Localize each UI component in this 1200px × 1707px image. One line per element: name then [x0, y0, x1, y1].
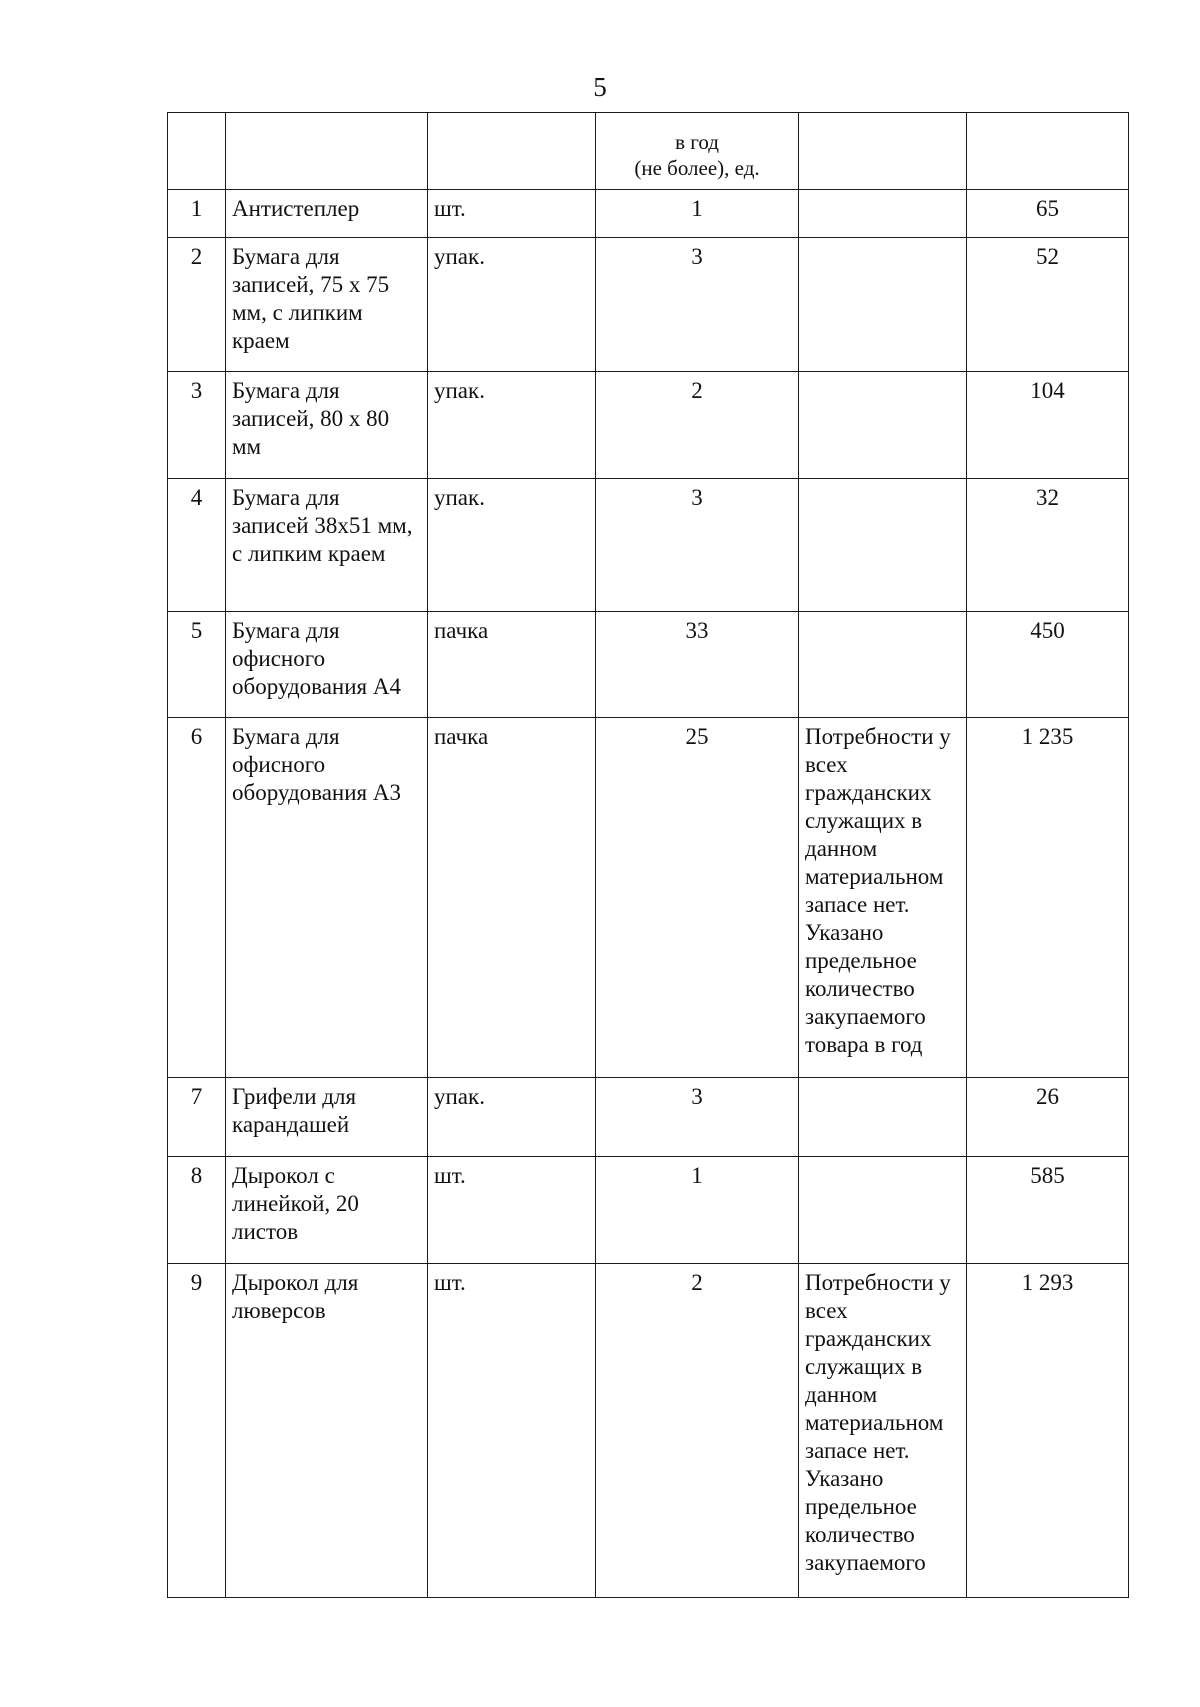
row-number: 4 [168, 479, 226, 612]
table-row [168, 238, 1129, 372]
item-price: 104 [967, 372, 1129, 479]
table-row [168, 1264, 1129, 1598]
row-number: 5 [168, 612, 226, 718]
header-cell-note [799, 113, 967, 190]
item-price: 65 [967, 190, 1129, 238]
item-price: 1 235 [967, 718, 1129, 1078]
item-price: 450 [967, 612, 1129, 718]
item-quantity: 3 [596, 479, 799, 612]
item-unit: шт. [428, 1157, 596, 1264]
item-price: 26 [967, 1078, 1129, 1157]
header-quantity-line1: в год [675, 130, 719, 154]
item-quantity: 3 [596, 1078, 799, 1157]
item-note [799, 612, 967, 718]
item-name: Дырокол с линейкой, 20 листов [226, 1157, 428, 1264]
item-note: Потребности у всех гражданских служащих в данном материальном запасе нет. Указано предельное количество закупаемого [799, 1264, 967, 1598]
item-name: Бумага для офисного оборудования А4 [226, 612, 428, 718]
table-row [168, 1157, 1129, 1264]
supplies-table [167, 112, 1129, 1598]
item-quantity: 2 [596, 1264, 799, 1598]
item-note [799, 238, 967, 372]
item-quantity: 2 [596, 372, 799, 479]
item-quantity: 3 [596, 238, 799, 372]
item-note [799, 1078, 967, 1157]
item-unit: упак. [428, 238, 596, 372]
item-note: Потребности у всех гражданских служащих в данном материальном запасе нет. Указано предельное количество закупаемого товара в год [799, 718, 967, 1078]
item-name: Дырокол для люверсов [226, 1264, 428, 1598]
header-quantity-line2: (не более), ед. [634, 156, 760, 180]
item-note [799, 1157, 967, 1264]
row-number: 1 [168, 190, 226, 238]
item-unit: упак. [428, 479, 596, 612]
item-price: 52 [967, 238, 1129, 372]
row-number: 9 [168, 1264, 226, 1598]
item-unit: шт. [428, 1264, 596, 1598]
item-name: Антистеплер [226, 190, 428, 238]
item-name: Грифели для карандашей [226, 1078, 428, 1157]
table-row [168, 612, 1129, 718]
row-number: 7 [168, 1078, 226, 1157]
item-name: Бумага для записей 38х51 мм, с липким краем [226, 479, 428, 612]
table-row [168, 190, 1129, 238]
item-name: Бумага для записей, 80 х 80 мм [226, 372, 428, 479]
item-price: 1 293 [967, 1264, 1129, 1598]
item-unit: упак. [428, 1078, 596, 1157]
row-number: 8 [168, 1157, 226, 1264]
item-unit: шт. [428, 190, 596, 238]
table-row [168, 718, 1129, 1078]
header-cell-price [967, 113, 1129, 190]
row-number: 2 [168, 238, 226, 372]
item-unit: пачка [428, 718, 596, 1078]
item-quantity: 25 [596, 718, 799, 1078]
table-row [168, 479, 1129, 612]
page-number: 5 [593, 72, 607, 102]
table-header-row [168, 113, 1129, 190]
item-price: 32 [967, 479, 1129, 612]
row-number: 6 [168, 718, 226, 1078]
item-quantity: 1 [596, 190, 799, 238]
header-cell-quantity [596, 113, 799, 190]
header-cell-number [168, 113, 226, 190]
item-note [799, 190, 967, 238]
item-name: Бумага для офисного оборудования А3 [226, 718, 428, 1078]
header-cell-unit [428, 113, 596, 190]
item-name: Бумага для записей, 75 х 75 мм, с липким краем [226, 238, 428, 372]
item-unit: упак. [428, 372, 596, 479]
item-note [799, 372, 967, 479]
table-row [168, 1078, 1129, 1157]
item-price: 585 [967, 1157, 1129, 1264]
row-number: 3 [168, 372, 226, 479]
item-note [799, 479, 967, 612]
item-quantity: 1 [596, 1157, 799, 1264]
table-row [168, 372, 1129, 479]
item-quantity: 33 [596, 612, 799, 718]
item-unit: пачка [428, 612, 596, 718]
header-cell-name [226, 113, 428, 190]
